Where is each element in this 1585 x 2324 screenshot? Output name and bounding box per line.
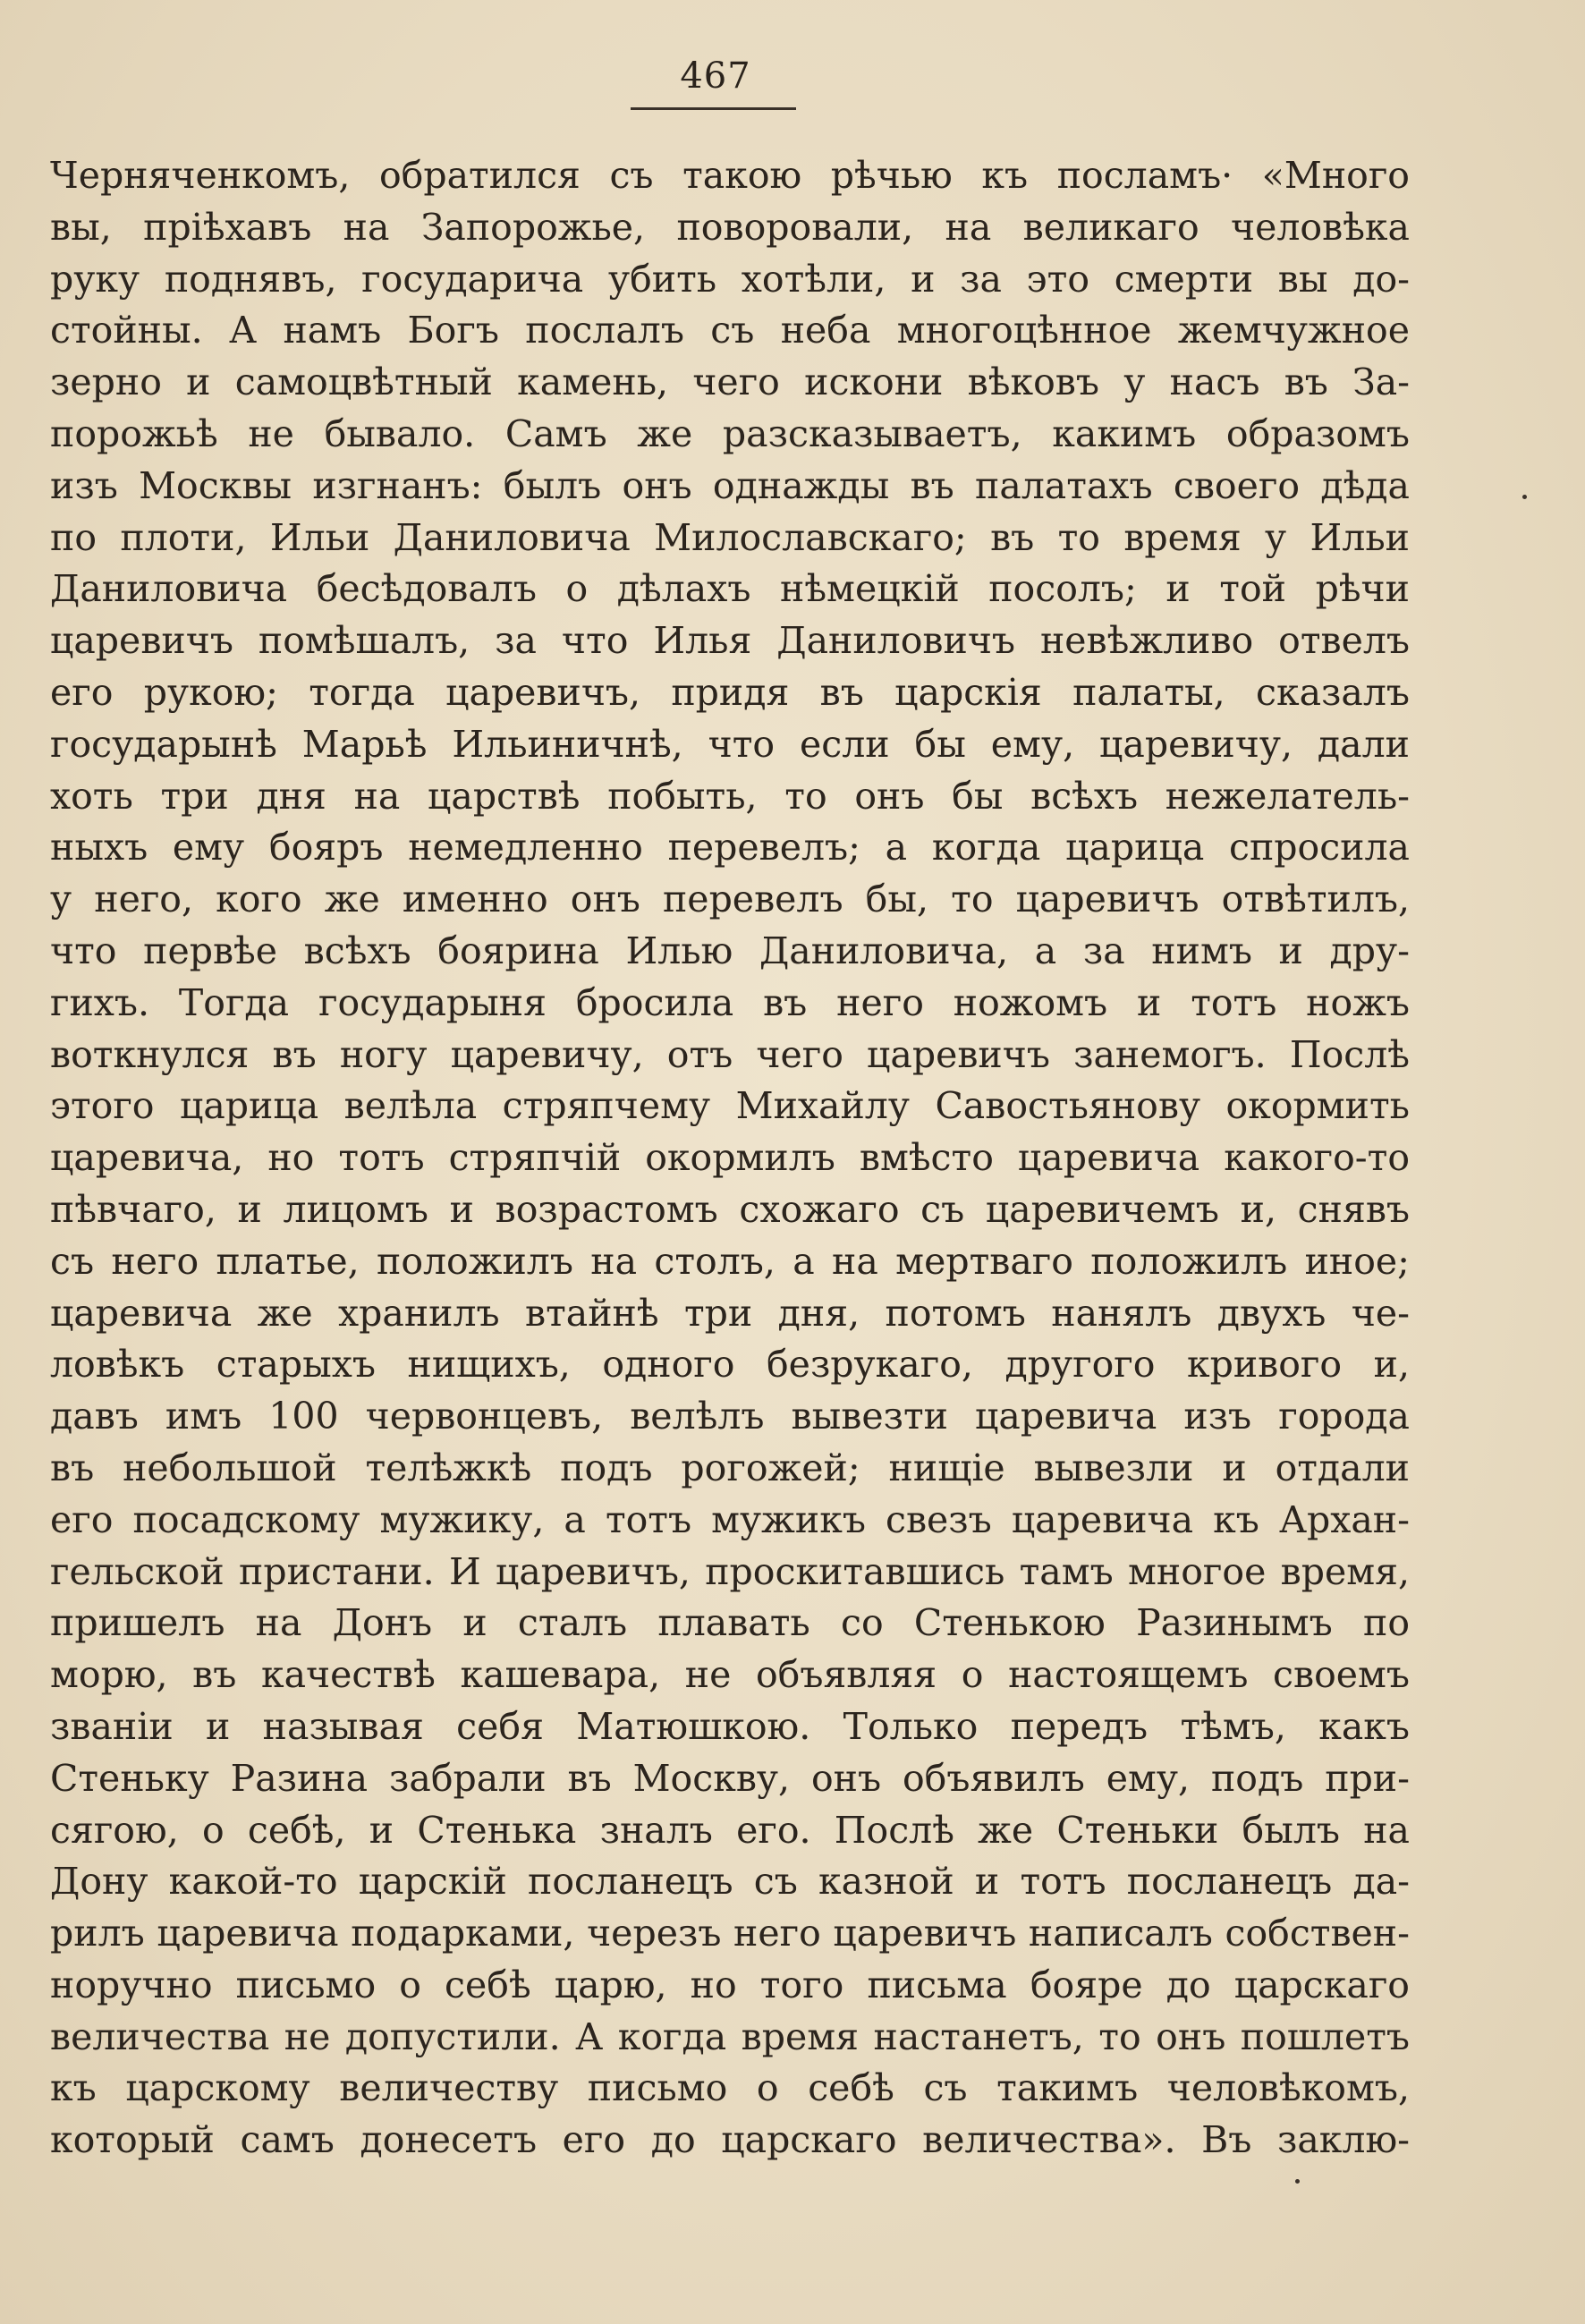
- text-line: зерно и самоцвѣтный камень, чего искони вѣковъ у насъ въ За-: [50, 360, 1410, 404]
- text-line: царевичъ помѣшалъ, за что Илья Даниловичъ невѣжливо отвелъ: [50, 619, 1410, 663]
- body-text: [50, 150, 1410, 2167]
- text-line: царевича же хранилъ втайнѣ три дня, потомъ нанялъ двухъ че-: [50, 1291, 1410, 1335]
- text-line: его рукою; тогда царевичъ, придя въ царскія палаты, сказалъ: [50, 670, 1410, 714]
- header-rule: [631, 107, 796, 110]
- text-line: по плоти, Ильи Даниловича Милославскаго; въ то время у Ильи: [50, 515, 1410, 559]
- ink-speck: [1522, 495, 1527, 499]
- text-line: сягою, о себѣ, и Стенька зналъ его. Послѣ же Стеньки былъ на: [50, 1808, 1410, 1852]
- text-line: ныхъ ему бояръ немедленно перевелъ; а когда царица спросила: [50, 826, 1410, 869]
- text-line: пѣвчаго, и лицомъ и возрастомъ схожаго съ царевичемъ и, снявъ: [50, 1187, 1410, 1231]
- ink-speck: [1295, 2179, 1300, 2184]
- text-line: ловѣкъ старыхъ нищихъ, одного безрукаго, другого кривого и,: [50, 1343, 1410, 1387]
- text-line: величества не допустили. А когда время настанетъ, то онъ пошлетъ: [50, 2014, 1410, 2058]
- text-line: Дону какой-то царскій посланецъ съ казной и тотъ посланецъ да-: [50, 1860, 1410, 1904]
- text-line: порожьѣ не бывало. Самъ же разсказываетъ, какимъ образомъ: [50, 411, 1410, 455]
- text-line: что первѣе всѣхъ боярина Илью Даниловича, а за нимъ и дру-: [50, 929, 1410, 972]
- text-line: морю, въ качествѣ кашевара, не объявляя о настоящемъ своемъ: [50, 1653, 1410, 1697]
- text-line: государынѣ Марьѣ Ильиничнѣ, что если бы ему, царевичу, дали: [50, 722, 1410, 766]
- text-line: изъ Москвы изгнанъ: былъ онъ однажды въ палатахъ своего дѣда: [50, 463, 1410, 507]
- text-line: Черняченкомъ, обратился съ такою рѣчью къ посламъ· «Много: [50, 154, 1410, 197]
- text-line: гихъ. Тогда государыня бросила въ него ножомъ и тотъ ножъ: [50, 980, 1410, 1024]
- text-line: гельской пристани. И царевичъ, проскитавшись тамъ многое время,: [50, 1549, 1410, 1593]
- text-line: въ небольшой телѣжкѣ подъ рогожей; нищіе вывезли и отдали: [50, 1446, 1410, 1489]
- text-line: давъ имъ 100 червонцевъ, велѣлъ вывезти царевича изъ города: [50, 1395, 1410, 1438]
- text-line: хоть три дня на царствѣ побыть, то онъ бы всѣхъ нежелатель-: [50, 774, 1410, 818]
- text-line: вы, пріѣхавъ на Запорожье, поворовали, на великаго человѣка: [50, 205, 1410, 249]
- text-line: у него, кого же именно онъ перевелъ бы, то царевичъ отвѣтилъ,: [50, 878, 1410, 921]
- text-line: этого царица велѣла стряпчему Михайлу Савостьянову окормить: [50, 1084, 1410, 1128]
- text-line: пришелъ на Донъ и сталъ плавать со Стенькою Разинымъ по: [50, 1601, 1410, 1645]
- text-line: Даниловича бесѣдовалъ о дѣлахъ нѣмецкій посолъ; и той рѣчи: [50, 567, 1410, 611]
- page-number: 467: [680, 55, 751, 97]
- text-line: царевича, но тотъ стряпчій окормилъ вмѣсто царевича какого-то: [50, 1136, 1410, 1180]
- text-line: съ него платье, положилъ на столъ, а на мертваго положилъ иное;: [50, 1239, 1410, 1283]
- text-line: стойны. А намъ Богъ послалъ съ неба многоцѣнное жемчужное: [50, 309, 1410, 352]
- text-line: званіи и называя себя Матюшкою. Только передъ тѣмъ, какъ: [50, 1704, 1410, 1748]
- text-line: его посадскому мужику, а тотъ мужикъ свезъ царевича къ Архан-: [50, 1497, 1410, 1541]
- text-line: Стеньку Разина забрали въ Москву, онъ объявилъ ему, подъ при-: [50, 1756, 1410, 1800]
- text-line: рилъ царевича подарками, черезъ него царевичъ написалъ собствен-: [50, 1912, 1410, 1955]
- text-line: руку поднявъ, государича убить хотѣли, и за это смерти вы до-: [50, 257, 1410, 301]
- text-line: воткнулся въ ногу царевичу, отъ чего царевичъ занемогъ. Послѣ: [50, 1032, 1410, 1076]
- text-line: норучно письмо о себѣ царю, но того письма бояре до царскаго: [50, 1963, 1410, 2006]
- text-line: который самъ донесетъ его до царскаго величества». Въ заклю-: [50, 2118, 1410, 2162]
- text-line: къ царскому величеству письмо о себѣ съ такимъ человѣкомъ,: [50, 2066, 1410, 2110]
